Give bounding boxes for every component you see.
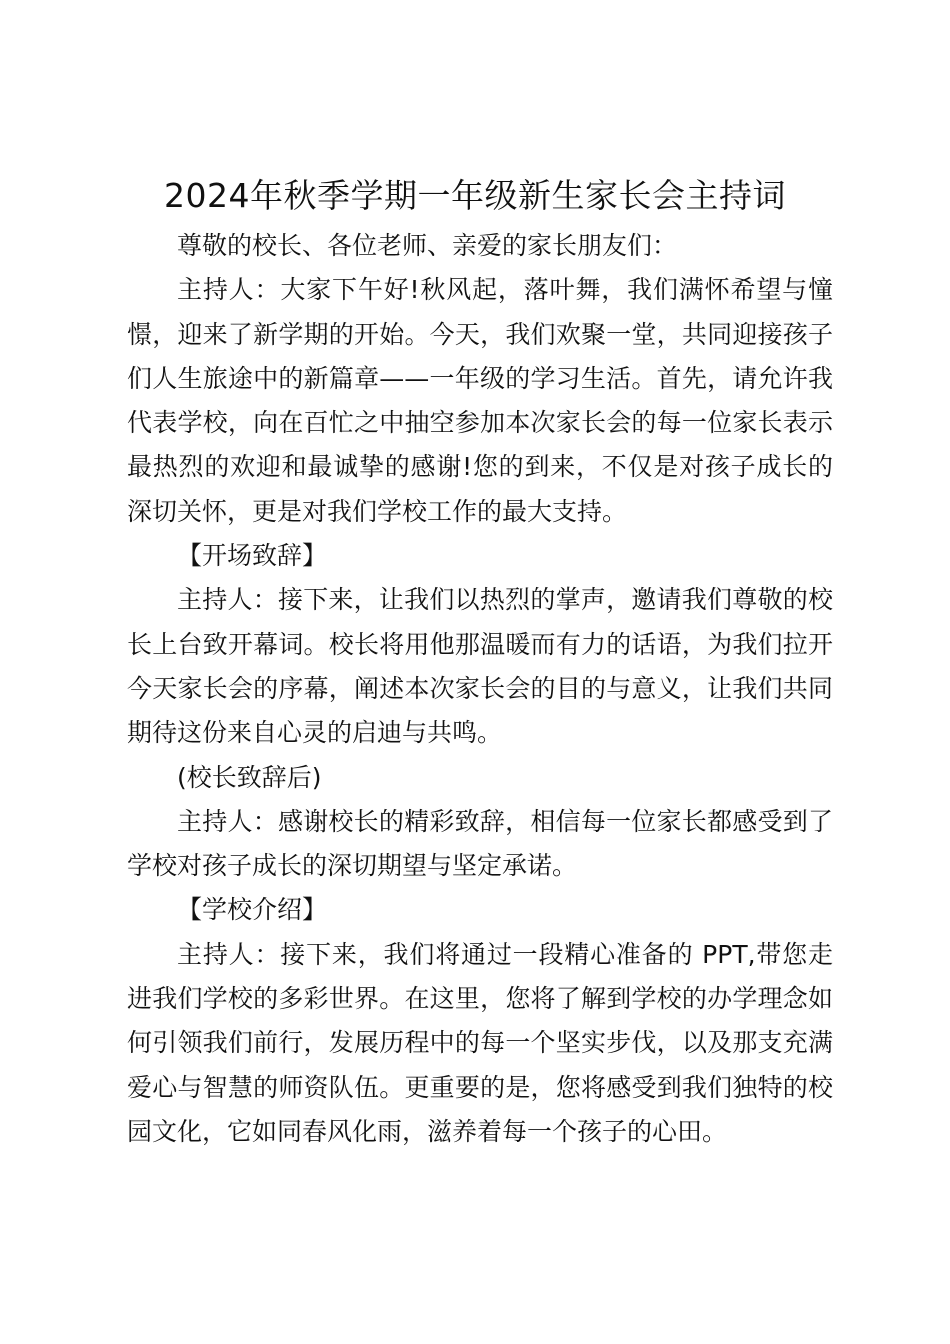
school-intro-paragraph: 主持人：接下来，我们将通过一段精心准备的 PPT,带您走进我们学校的多彩世界。在这里，您将了解到学校的办学理念如何引领我们前行，发展历程中的每一个坚实步伐，以及那支充满爱心与智慧的师资队伍。更重要的是，您将感受到我们独特的校园文化，它如同春风化雨，滋养着每一个孩子的心田。: [127, 939, 833, 1146]
document-title: 2024年秋季学期一年级新生家长会主持词: [164, 176, 786, 215]
thanks-paragraph: 主持人：感谢校长的精彩致辞，相信每一位家长都感受到了学校对孩子成长的深切期望与坚定承诺。: [127, 806, 833, 881]
document-body: [127, 224, 833, 1154]
stage-direction-note: (校长致辞后): [177, 762, 322, 792]
section-heading-school-intro: 【学校介绍】: [177, 895, 328, 925]
section-heading-opening-speech: 【开场致辞】: [177, 541, 328, 571]
salutation-paragraph: 尊敬的校长、各位老师、亲爱的家长朋友们：: [177, 231, 678, 260]
opening-remarks-paragraph: 主持人：大家下午好!秋风起，落叶舞，我们满怀希望与憧憬，迎来了新学期的开始。今天，我们欢聚一堂，共同迎接孩子们人生旅途中的新篇章——一年级的学习生活。首先，请允许我代表学校，向在百忙之中抽空参加本次家长会的每一位家长表示最热烈的欢迎和最诚挚的感谢!您的到来，不仅是对孩子成长的深切关怀，更是对我们学校工作的最大支持。: [127, 275, 833, 526]
principal-invitation-paragraph: 主持人：接下来，让我们以热烈的掌声，邀请我们尊敬的校长上台致开幕词。校长将用他那温暖而有力的话语，为我们拉开今天家长会的序幕，阐述本次家长会的目的与意义，让我们共同期待这份来自心灵的启迪与共鸣。: [127, 585, 833, 748]
